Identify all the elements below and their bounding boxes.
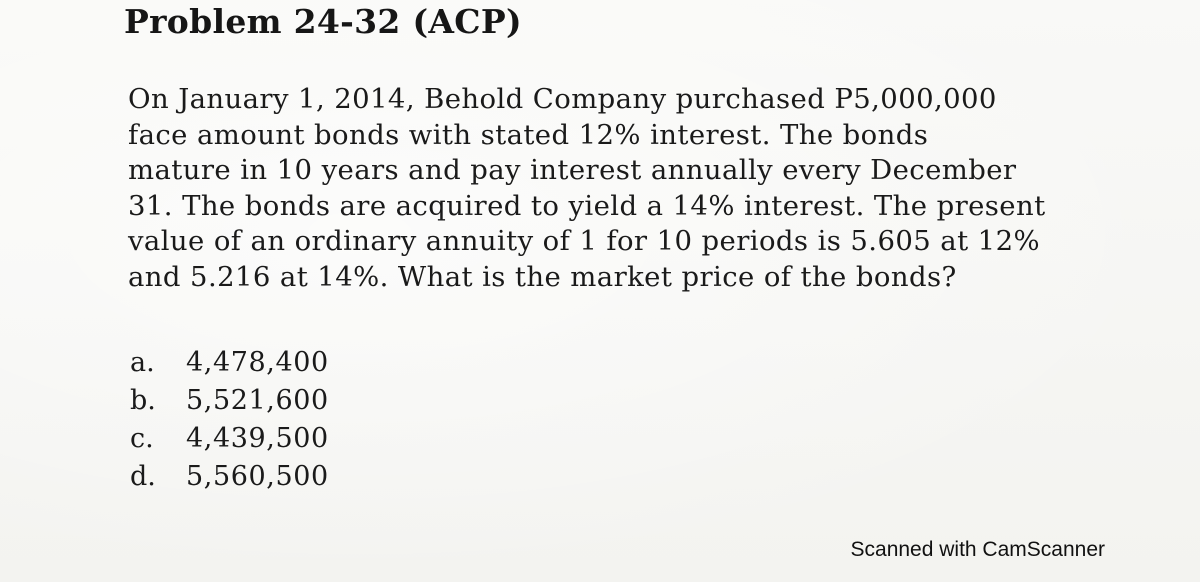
choice-c xyxy=(130,420,329,458)
choice-letter: a. xyxy=(130,347,155,378)
choice-letter: b. xyxy=(130,385,156,416)
problem-title: Problem 24-32 (ACP) xyxy=(124,2,522,41)
problem-line: mature in 10 years and pay interest annually every December xyxy=(128,154,1017,186)
choice-value: 5,560,500 xyxy=(186,461,329,492)
problem-line: value of an ordinary annuity of 1 for 10 periods is 5.605 at 12% xyxy=(128,225,1040,257)
choice-b xyxy=(130,382,329,420)
scanner-watermark: Scanned with CamScanner xyxy=(850,538,1105,561)
choice-value: 4,478,400 xyxy=(186,347,329,378)
problem-line: 31. The bonds are acquired to yield a 14% interest. The present xyxy=(128,189,1046,222)
choice-letter: c. xyxy=(130,423,154,454)
problem-line: face amount bonds with stated 12% interest. The bonds xyxy=(128,118,929,151)
choice-value: 4,439,500 xyxy=(186,423,329,454)
choice-a xyxy=(130,344,329,382)
choice-value: 5,521,600 xyxy=(186,385,329,416)
answer-choices xyxy=(130,344,329,496)
problem-statement xyxy=(128,82,1138,295)
problem-line: On January 1, 2014, Behold Company purchased P5,000,000 xyxy=(128,83,997,115)
choice-d xyxy=(130,458,329,496)
choice-letter: d. xyxy=(130,461,156,492)
problem-line: and 5.216 at 14%. What is the market price of the bonds? xyxy=(128,260,957,293)
